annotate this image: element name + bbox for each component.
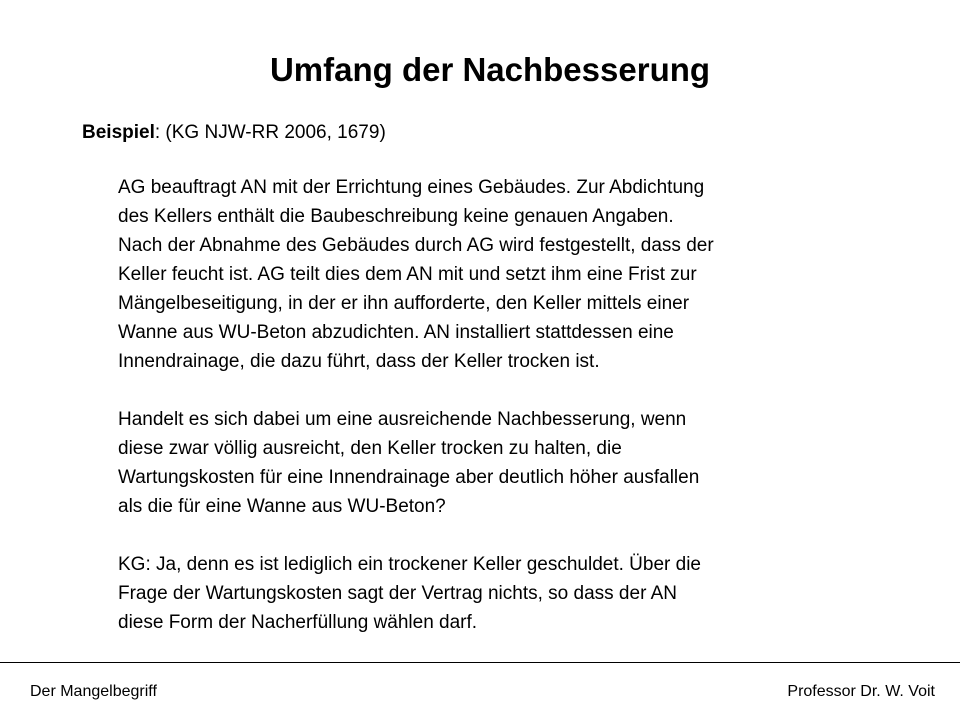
paragraph-line: Nach der Abnahme des Gebäudes durch AG wird festgestellt, dass der [118, 235, 714, 256]
paragraph-line: Mängelbeseitigung, in der er ihn aufforderte, den Keller mittels einer [118, 293, 690, 314]
paragraph-line: als die für eine Wanne aus WU-Beton? [118, 496, 446, 517]
example-citation: : (KG NJW-RR 2006, 1679) [154, 122, 386, 143]
example-heading [82, 120, 386, 146]
example-label: Beispiel [82, 122, 155, 143]
paragraph-line: des Kellers enthält die Baubeschreibung keine genauen Angaben. [118, 206, 674, 227]
footer-topic: Der Mangelbegriff [30, 683, 157, 700]
footer-author: Professor Dr. W. Voit [787, 683, 935, 700]
footer-divider [0, 662, 960, 663]
paragraph-line: AG beauftragt AN mit der Errichtung eines Gebäudes. Zur Abdichtung [118, 177, 705, 198]
paragraph-line: diese Form der Nacherfüllung wählen darf. [118, 612, 478, 633]
slide-content [118, 173, 898, 666]
paragraph-line: Handelt es sich dabei um eine ausreichende Nachbesserung, wenn [118, 409, 687, 430]
paragraph-case-facts [118, 173, 898, 376]
paragraph-line: KG: Ja, denn es ist lediglich ein trockener Keller geschuldet. Über die [118, 554, 701, 575]
paragraph-line: diese zwar völlig ausreicht, den Keller trocken zu halten, die [118, 438, 622, 459]
paragraph-line: Frage der Wartungskosten sagt der Vertrag nichts, so dass der AN [118, 583, 678, 604]
paragraph-line: Keller feucht ist. AG teilt dies dem AN mit und setzt ihm eine Frist zur [118, 264, 697, 285]
paragraph-question [118, 405, 898, 521]
slide-title: Umfang der Nachbesserung [269, 51, 711, 88]
paragraph-line: Wanne aus WU-Beton abzudichten. AN installiert stattdessen eine [118, 322, 674, 343]
paragraph-court-answer [118, 550, 898, 637]
paragraph-line: Wartungskosten für eine Innendrainage aber deutlich höher ausfallen [118, 467, 700, 488]
paragraph-line: Innendrainage, die dazu führt, dass der Keller trocken ist. [118, 351, 600, 372]
